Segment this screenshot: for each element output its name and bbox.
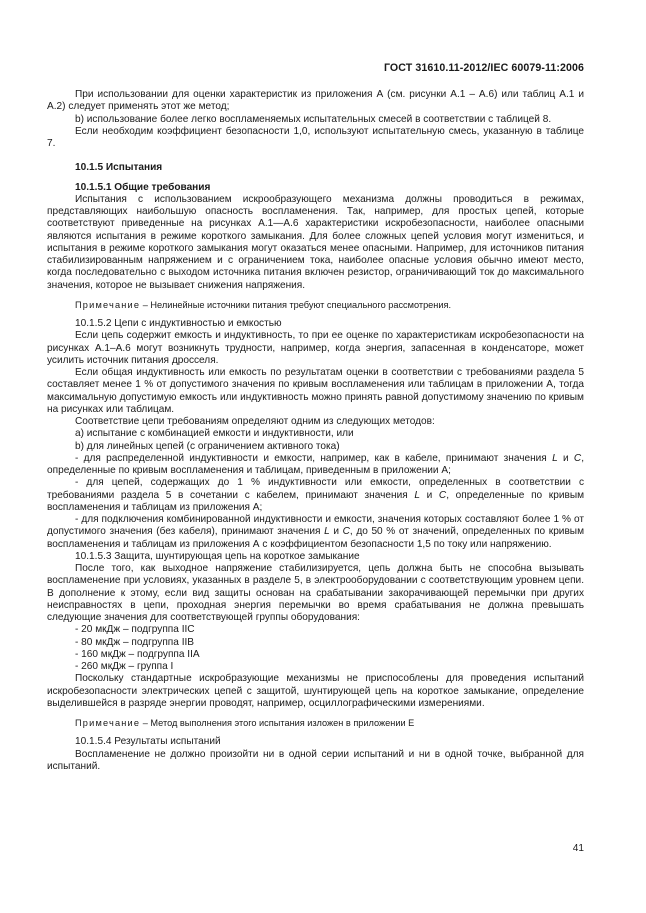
lc-paragraph-1: Если цепь содержит емкость и индуктивность, то при ее оценке по характеристикам искробезопасности на рисунках А.1–А.6 могут возникнуть трудности, например, когда энергия, запасенная в конденсаторе, может усилить источник питания дросселя. bbox=[47, 330, 584, 366]
section-heading-10-1-5: 10.1.5 Испытания bbox=[75, 162, 163, 174]
section-heading-10-1-5-2: 10.1.5.2 Цепи с индуктивностью и емкостью bbox=[75, 318, 282, 329]
lc-dash-3: - для подключения комбинированной индуктивности и емкости, значения которых составляют более 1 % от допустимого значения (без кабеля), принимают значения L и С, до 50 % от значений, определенных по кривым воспламенения и таблицам из приложения А с коэффициентом безопасности 1,5 по току или напряжению. bbox=[47, 514, 585, 550]
note-label: Примечание bbox=[75, 718, 141, 728]
note-text: – Метод выполнения этого испытания изложен в приложении Е bbox=[140, 718, 415, 728]
intro-paragraph: При использовании для оценки характеристик из приложения А (см. рисунки А.1 – А.6) или таблиц А.1 и А.2) следует применять этот же метод; bbox=[47, 89, 584, 113]
shunt-paragraph-1: После того, как выходное напряжение стабилизируется, цепь должна быть не способна вызывать воспламенение при условиях, указанных в разделе 5, в электрооборудовании с соответствующим уровнем цепи. В дополнение к этому, если вид защиты основан на срабатывании закорачивающей перемычки при других неисправностях в цепи, проходная энергия перемычки во время срабатывания не должна превышать следующие значения для соответствующей группы оборудования: bbox=[47, 563, 584, 623]
intro-item-b: b) использование более легко воспламеняемых испытательных смесей в соответствии с таблицей 8. bbox=[75, 113, 552, 125]
document-header: ГОСТ 31610.11-2012/IEC 60079-11:2006 bbox=[383, 62, 584, 74]
note-text: – Нелинейные источники питания требуют специального рассмотрения. bbox=[140, 299, 452, 310]
lc-method-a: а) испытание с комбинацией емкости и индуктивности, или bbox=[75, 428, 354, 440]
list-item: - 20 мкДж – подгруппа IIС bbox=[75, 624, 195, 636]
intro-paragraph-safety: Если необходим коэффициент безопасности 1,0, используют испытательную смесь, указанную в таблице 7. bbox=[47, 125, 584, 149]
shunt-paragraph-2: Поскольку стандартные искробразующие механизмы не приспособлены для проведения испытаний искробезопасности электрических цепей с защитой, шунтирующей цепь на короткое замыкание, определение выделившейся в разряде энергии проводят, например, осциллографическими измерениями. bbox=[47, 673, 584, 709]
list-item: - 80 мкДж – подгруппа IIВ bbox=[75, 636, 195, 648]
note-label: Примечание bbox=[75, 299, 141, 310]
results-paragraph: Воспламенение не должно произойти ни в одной серии испытаний и ни в одной точке, выбранной для испытаний. bbox=[47, 748, 584, 772]
lc-paragraph-3: Соответствие цепи требованиям определяют одним из следующих методов: bbox=[75, 416, 435, 427]
list-item: - 260 мкДж – группа I bbox=[75, 661, 174, 672]
general-requirements-paragraph: Испытания с использованием искрообразующего механизма должны проводиться в режимах, представляющих наибольшую опасность воспламенения. Так, например, для простых цепей, которые соответствуют приведенные на рисунках А.1—А.6 характеристики искробезопасности, наиболее опасными являются испытания в режиме короткого замыкания. Для более сложных цепей условия могут измениться, и испытания в режиме короткого замыкания могут оказаться менее опасными. Например, для источников питания стабилизированным напряжением и с ограничением тока, наиболее опасные условия обычно имеют место, когда последовательно с выходом источника питания включен резистор, ограничивающий ток до максимального значения, которое не вызывает снижения напряжения. bbox=[47, 193, 584, 291]
lc-dash-1: - для распределенной индуктивности и емкости, например, как в кабеле, принимают значения L и С, определенные по кривым воспламенения и таблицам, приведенным в приложении А; bbox=[47, 452, 584, 476]
section-heading-10-1-5-4: 10.1.5.4 Результаты испытаний bbox=[75, 736, 221, 748]
lc-method-b: b) для линейных цепей (с ограничением активного тока) bbox=[75, 440, 340, 452]
section-heading-10-1-5-3: 10.1.5.3 Защита, шунтирующая цепь на короткое замыкание bbox=[75, 550, 360, 562]
section-heading-10-1-5-1: 10.1.5.1 Общие требования bbox=[75, 181, 211, 193]
note-nonlinear bbox=[47, 299, 584, 311]
note-method bbox=[47, 717, 584, 729]
list-item: - 160 мкДж – подгруппа IIА bbox=[75, 648, 200, 660]
lc-dash-2: - для цепей, содержащих до 1 % индуктивности или емкости, определенных в соответствии с требованиями раздела 5 в сочетании с кабелем, принимают значения L и С, определенные по кривым воспламенения и таблицам из приложения А; bbox=[47, 477, 585, 513]
lc-paragraph-2: Если общая индуктивность или емкость по результатам оценки в соответствии с требованиями раздела 5 составляет менее 1 % от допустимого значения по кривым воспламенения или таблицам в приложении А, тогда максимальную допустимую емкость или индуктивность можно принять равной допустимому значению по кривым на рисунках или таблицам. bbox=[47, 367, 584, 415]
document-body bbox=[47, 89, 584, 773]
page-number: 41 bbox=[572, 843, 584, 854]
